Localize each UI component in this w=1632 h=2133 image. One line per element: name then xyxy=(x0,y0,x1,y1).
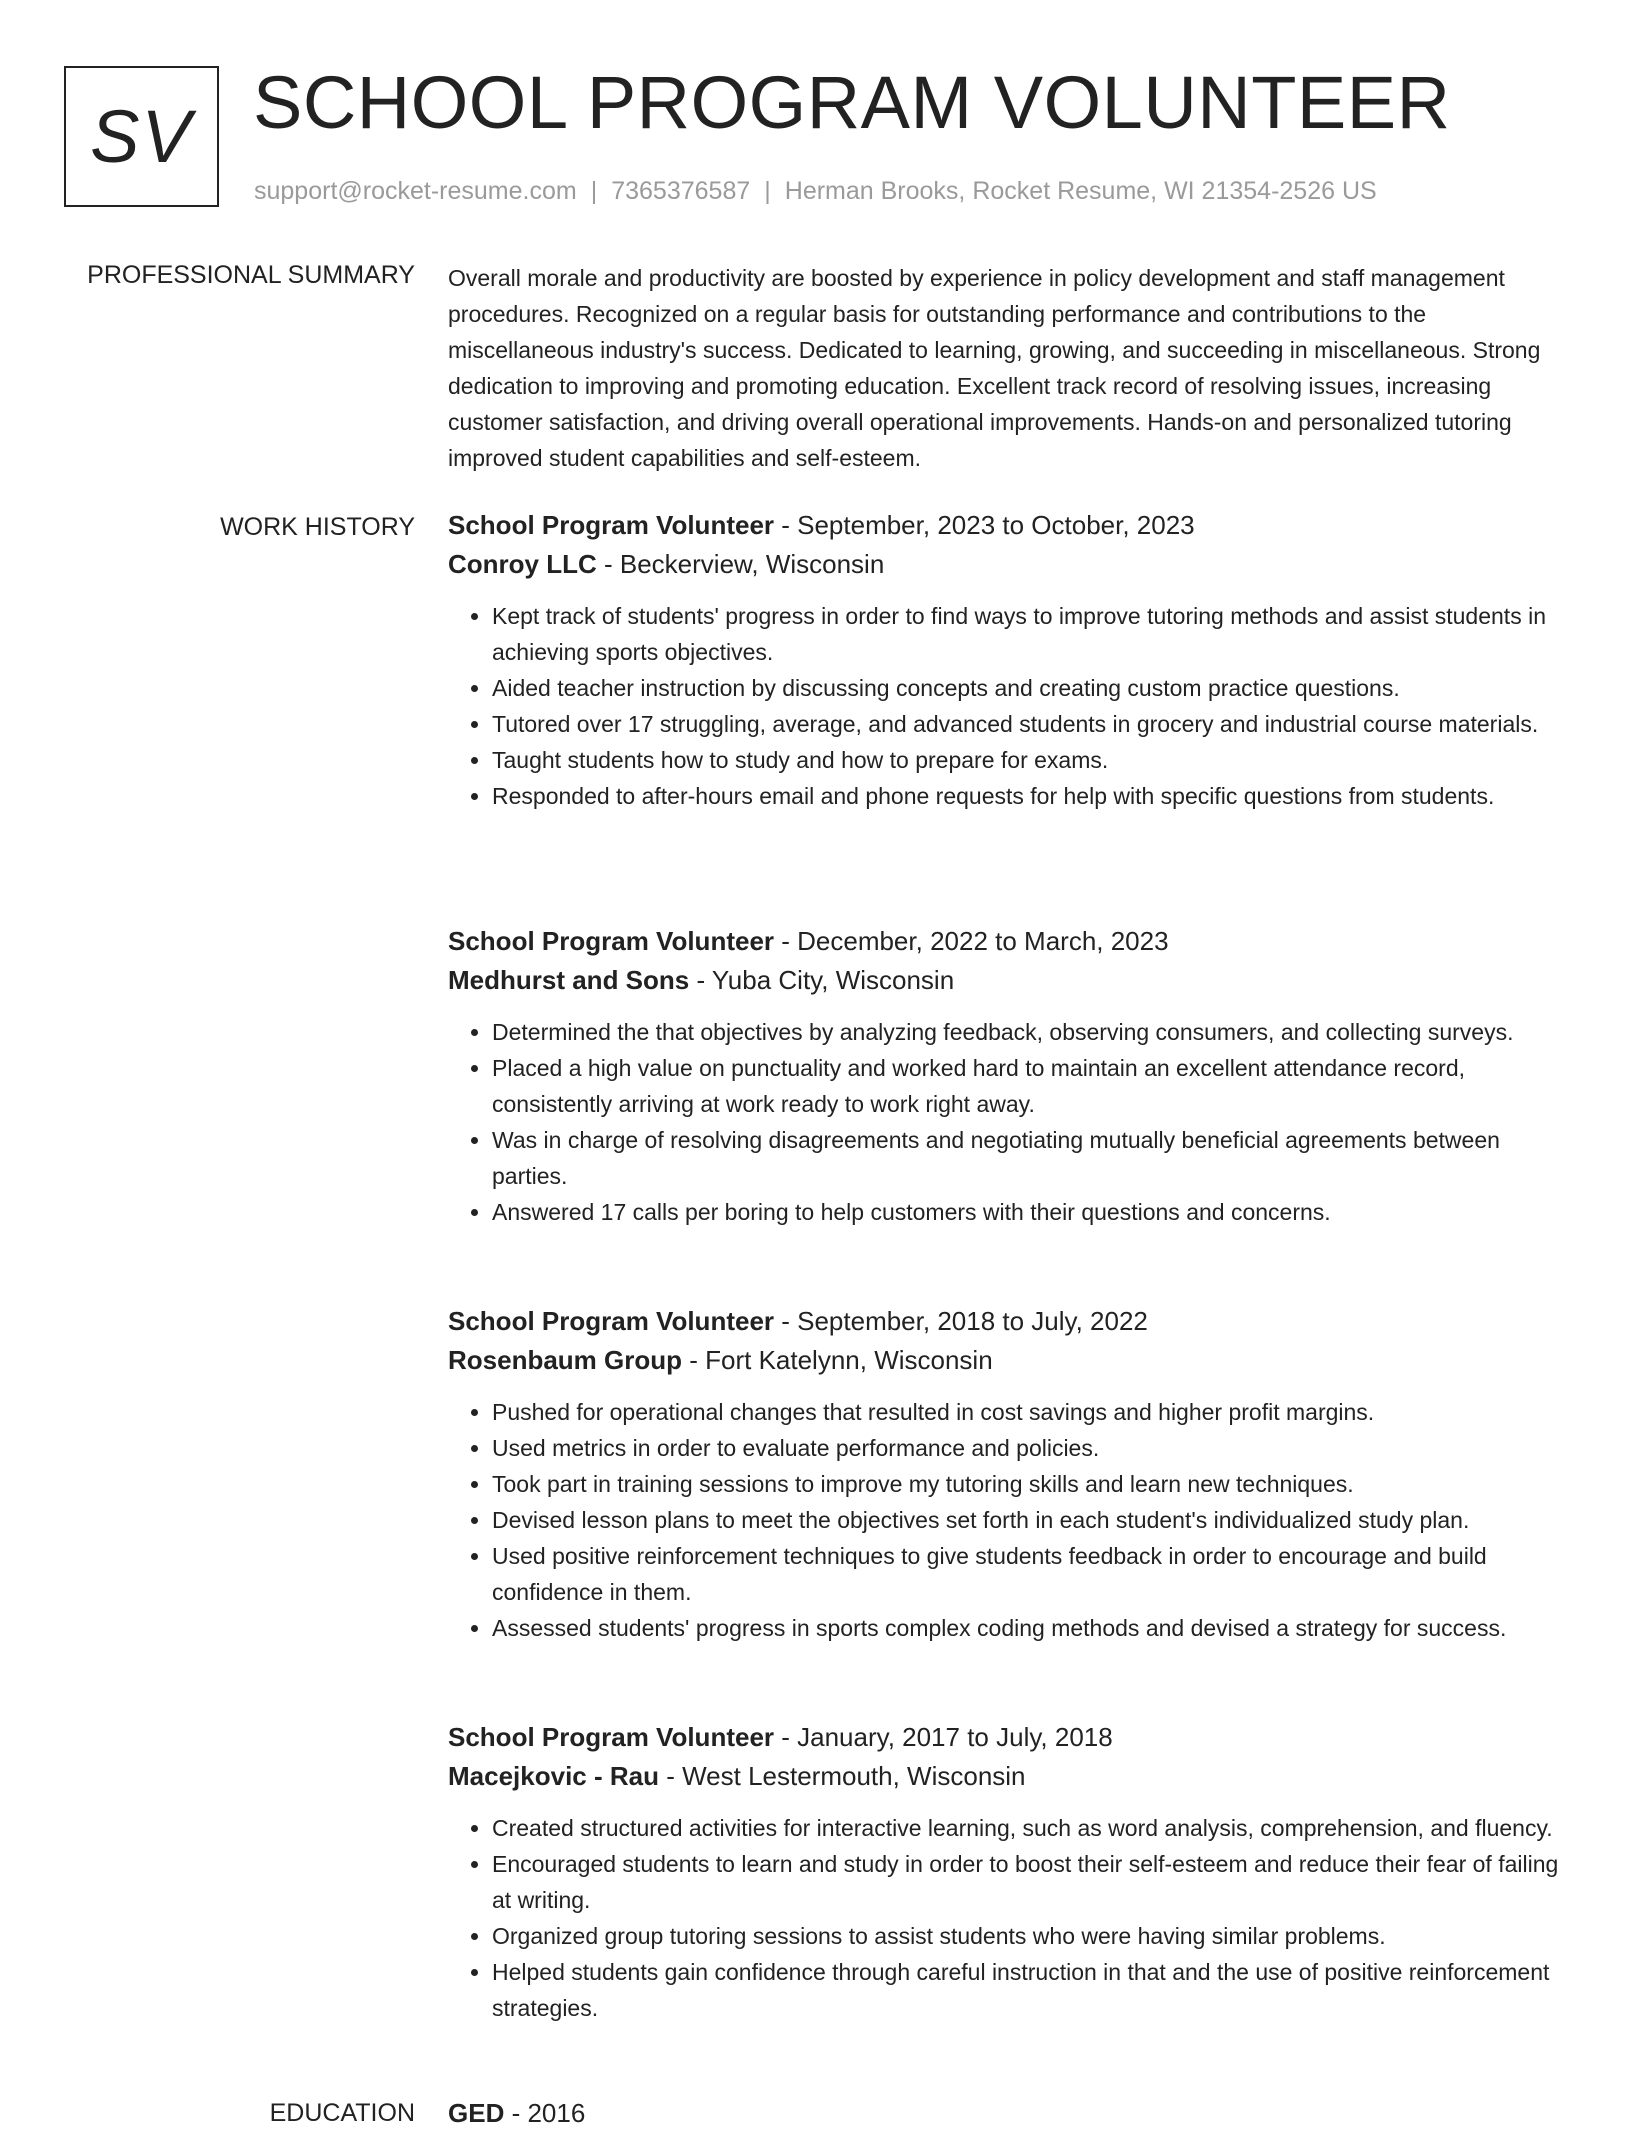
job-bullet: • Encouraged students to learn and study in order to boost their self-esteem and reduce their fear of failing at writing. xyxy=(492,1846,1566,1918)
company-location: - Beckerview, Wisconsin xyxy=(596,549,885,579)
education-entry xyxy=(448,2094,1566,2133)
contact-separator: | xyxy=(764,177,771,205)
job-bullet: • Answered 17 calls per boring to help customers with their questions and concerns. xyxy=(492,1194,1566,1230)
job-company-line xyxy=(448,961,1566,1000)
job-company-line xyxy=(448,1757,1566,1796)
job-title: School Program Volunteer xyxy=(448,1306,775,1336)
company-location: - Fort Katelynn, Wisconsin xyxy=(682,1345,993,1375)
job-bullet: • Assessed students' progress in sports complex coding methods and devised a strategy for success. xyxy=(492,1610,1566,1646)
job-entry xyxy=(448,1302,1566,1646)
company-location: - Yuba City, Wisconsin xyxy=(689,965,955,995)
phone-number[interactable]: 7365376587 xyxy=(611,177,751,205)
job-dates: - January, 2017 to July, 2018 xyxy=(774,1722,1113,1752)
summary-text: Overall morale and productivity are boosted by experience in policy development and staff management procedures. Recognized on a regular basis for outstanding performance and contributions to the miscellaneous industry's success. Dedicated to learning, growing, and succeeding in miscellaneous. Strong dedication to improving and promoting education. Excellent track record of resolving issues, increasing customer satisfaction, and driving overall operational improvements. Hands-on and personalized tutoring improved student capabilities and self-esteem. xyxy=(448,265,1541,471)
job-bullet: • Tutored over 17 struggling, average, and advanced students in grocery and industrial course materials. xyxy=(492,706,1566,742)
education-year: - 2016 xyxy=(504,2098,586,2128)
section-label-education: EDUCATION xyxy=(269,2099,415,2127)
degree: GED xyxy=(448,2098,505,2128)
section-label-summary: PROFESSIONAL SUMMARY xyxy=(87,261,415,289)
company-name: Conroy LLC xyxy=(448,549,597,579)
contact-separator: | xyxy=(590,177,598,205)
company-name: Rosenbaum Group xyxy=(448,1345,683,1375)
job-bullet: • Taught students how to study and how to prepare for exams. xyxy=(492,742,1566,778)
job-bullet: • Devised lesson plans to meet the objectives set forth in each student's individualized study plan. xyxy=(492,1502,1566,1538)
email-link[interactable]: support@rocket-resume.com xyxy=(254,177,577,205)
contact-line xyxy=(254,174,1377,208)
job-dates: - September, 2023 to October, 2023 xyxy=(774,510,1195,540)
job-bullet: • Used positive reinforcement techniques to give students feedback in order to encourage and build confidence in them. xyxy=(492,1538,1566,1610)
job-bullets xyxy=(448,1394,1566,1646)
job-bullet: • Took part in training sessions to improve my tutoring skills and learn new techniques. xyxy=(492,1466,1566,1502)
job-bullet: • Kept track of students' progress in order to find ways to improve tutoring methods and assist students in achieving sports objectives. xyxy=(492,598,1566,670)
job-title: School Program Volunteer xyxy=(448,510,775,540)
company-location: - West Lestermouth, Wisconsin xyxy=(658,1761,1026,1791)
job-bullet: • Determined the that objectives by analyzing feedback, observing consumers, and collecting surveys. xyxy=(492,1014,1566,1050)
job-title-line xyxy=(448,1302,1566,1341)
job-bullet: • Used metrics in order to evaluate performance and policies. xyxy=(492,1430,1566,1466)
section-label-work-history: WORK HISTORY xyxy=(220,513,415,541)
job-dates: - September, 2018 to July, 2022 xyxy=(774,1306,1148,1336)
job-company-line xyxy=(448,1341,1566,1380)
job-entry xyxy=(448,506,1566,814)
company-name: Macejkovic - Rau xyxy=(448,1761,659,1791)
monogram: SV xyxy=(64,66,219,207)
job-entry xyxy=(448,922,1566,1230)
resume-title: SCHOOL PROGRAM VOLUNTEER xyxy=(253,61,1451,144)
job-title: School Program Volunteer xyxy=(448,926,775,956)
job-bullets xyxy=(448,1810,1566,2026)
job-bullets xyxy=(448,598,1566,814)
job-bullet: • Organized group tutoring sessions to assist students who were having similar problems. xyxy=(492,1918,1566,1954)
job-bullet: • Pushed for operational changes that resulted in cost savings and higher profit margins. xyxy=(492,1394,1566,1430)
job-title-line xyxy=(448,1718,1566,1757)
job-bullet: • Helped students gain confidence through careful instruction in that and the use of positive reinforcement strategies. xyxy=(492,1954,1566,2026)
job-company-line xyxy=(448,545,1566,584)
job-title-line xyxy=(448,922,1566,961)
job-bullet: • Was in charge of resolving disagreements and negotiating mutually beneficial agreements between parties. xyxy=(492,1122,1566,1194)
job-bullets xyxy=(448,1014,1566,1230)
address: Herman Brooks, Rocket Resume, WI 21354-2526 US xyxy=(784,177,1377,205)
job-title: School Program Volunteer xyxy=(448,1722,775,1752)
company-name: Medhurst and Sons xyxy=(448,965,690,995)
job-entry xyxy=(448,1718,1566,2026)
job-bullet: • Responded to after-hours email and phone requests for help with specific questions from students. xyxy=(492,778,1566,814)
job-bullet: • Placed a high value on punctuality and worked hard to maintain an excellent attendance record, consistently arriving at work ready to work right away. xyxy=(492,1050,1566,1122)
job-bullet: • Aided teacher instruction by discussing concepts and creating custom practice questions. xyxy=(492,670,1566,706)
job-dates: - December, 2022 to March, 2023 xyxy=(774,926,1169,956)
job-title-line xyxy=(448,506,1566,545)
job-bullet: • Created structured activities for interactive learning, such as word analysis, comprehension, and fluency. xyxy=(492,1810,1566,1846)
